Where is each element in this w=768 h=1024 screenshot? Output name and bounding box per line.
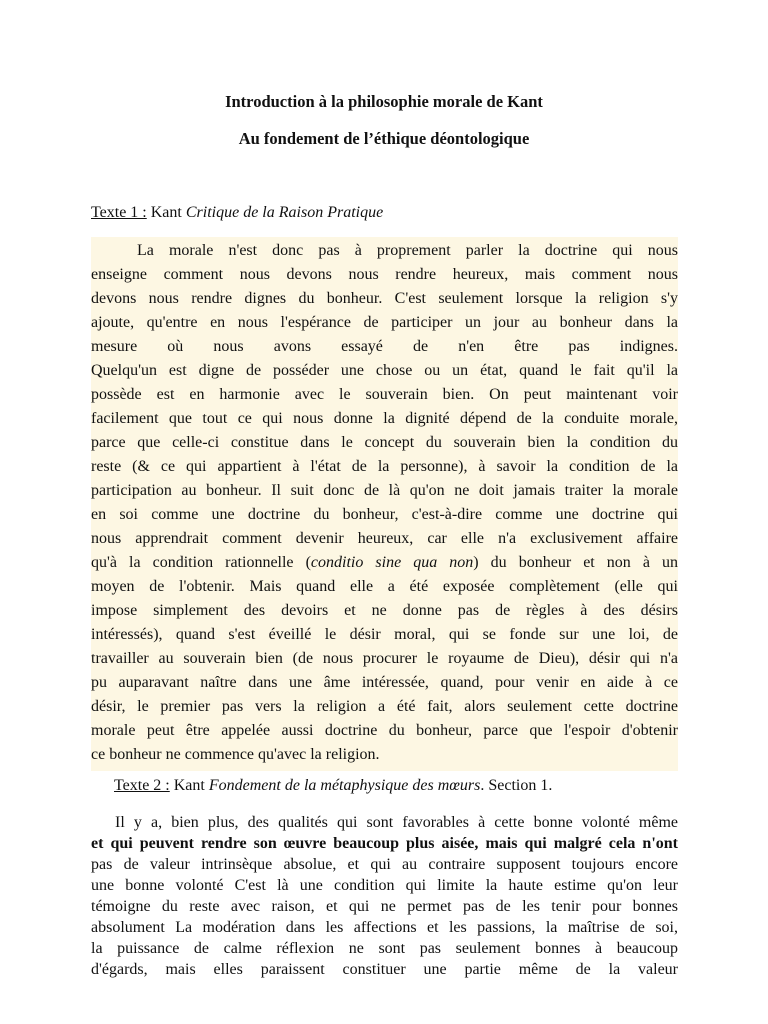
texte2-label: Texte 2 :	[114, 777, 170, 794]
text-segment: ) du bonheur et non à un	[473, 554, 679, 571]
text-line: ajoute, qu'entre en nous l'espérance de participer un jour au bonheur dans la	[91, 314, 678, 331]
text-line: La morale n'est donc pas à proprement parler la doctrine qui nous	[137, 242, 678, 259]
texte1-paragraph	[91, 237, 678, 771]
text-line: pu auparavant naître dans une âme intéressée, quand, pour venir en aide à ce	[91, 674, 678, 691]
texte1-label: Texte 1 :	[91, 204, 147, 221]
text-line: témoigne du reste avec raison, et qui ne permet pas de les tenir pour bonnes	[91, 898, 678, 915]
texte2-heading	[114, 776, 552, 796]
text-line: enseigne comment nous devons nous rendre heureux, mais comment nous	[91, 266, 678, 283]
text-line: moyen de l'obtenir. Mais quand elle a été exposée complètement (elle qui	[91, 578, 678, 595]
text-line: absolument La modération dans les affections et les passions, la maîtrise de soi,	[91, 919, 678, 936]
text-line: d'égards, mais elles paraissent constituer une partie même de la valeur	[91, 961, 678, 978]
texte2-work: Fondement de la métaphysique des mœurs	[208, 777, 481, 794]
text-line: impose simplement des devoirs et ne donne pas de règles à des désirs	[91, 602, 678, 619]
text-line: Il y a, bien plus, des qualités qui sont favorables à cette bonne volonté même	[115, 814, 678, 831]
text-line: Quelqu'un est digne de posséder une chose ou un état, quand le fait qu'il la	[91, 362, 678, 379]
text-line: une bonne volonté C'est là une condition qui limite la haute estime qu'on leur	[91, 877, 678, 894]
text-line: mesure où nous avons essayé de n'en être pas indignes.	[91, 338, 678, 355]
texte2-paragraph	[91, 812, 678, 980]
text-line: intéressés), quand s'est éveillé le désir moral, qui se fonde sur une loi, de	[91, 626, 678, 643]
text-line: la puissance de calme réflexion ne sont pas seulement bonnes à beaucoup	[91, 940, 678, 957]
document-title: Introduction à la philosophie morale de Kant	[225, 92, 543, 111]
text-line: facilement que tout ce qui nous donne la dignité dépend de la conduite morale,	[91, 410, 678, 427]
text-line: devons nous rendre dignes du bonheur. C'est seulement lorsque la religion s'y	[91, 290, 678, 307]
text-line: possède est en harmonie avec le souverain bien. On peut maintenant voir	[91, 386, 678, 403]
text-line-mixed	[91, 551, 678, 575]
text-line: en soi comme une doctrine du bonheur, c'est-à-dire comme une doctrine qui	[91, 506, 678, 523]
text-line: morale peut être appelée aussi doctrine du bonheur, parce que l'espoir d'obtenir	[91, 722, 678, 739]
latin-phrase: conditio sine qua non	[310, 554, 474, 571]
texte1-work: Critique de la Raison Pratique	[185, 204, 384, 221]
text-line: travailler au souverain bien (de nous procurer le royaume de Dieu), désir qui n'a	[91, 650, 678, 667]
texte2-author: Kant	[173, 777, 205, 794]
text-line: désir, le premier pas vers la religion a été fait, alors seulement cette doctrine	[91, 698, 678, 715]
text-line-bold: et qui peuvent rendre son œuvre beaucoup plus aisée, mais qui malgré cela n'ont	[91, 835, 678, 852]
text-segment: qu'à la condition rationnelle (	[91, 554, 311, 571]
text-line: parce que celle-ci constitue dans le concept du souverain bien la condition du	[91, 434, 678, 451]
text-line: participation au bonheur. Il suit donc de là qu'on ne doit jamais traiter la morale	[91, 482, 678, 499]
text-line: ce bonheur ne commence qu'avec la religion.	[91, 746, 380, 763]
text-line: nous apprendrait comment devenir heureux, car elle n'a exclusivement affaire	[91, 530, 678, 547]
texte1-author: Kant	[150, 204, 182, 221]
texte2-section: . Section 1.	[480, 777, 553, 794]
text-line: pas de valeur intrinsèque absolue, et qui au contraire supposent toujours encore	[91, 856, 678, 873]
texte1-heading	[91, 203, 383, 223]
document-subtitle: Au fondement de l’éthique déontologique	[238, 129, 530, 148]
text-line: reste (& ce qui appartient à l'état de la personne), à savoir la condition de la	[91, 458, 678, 475]
